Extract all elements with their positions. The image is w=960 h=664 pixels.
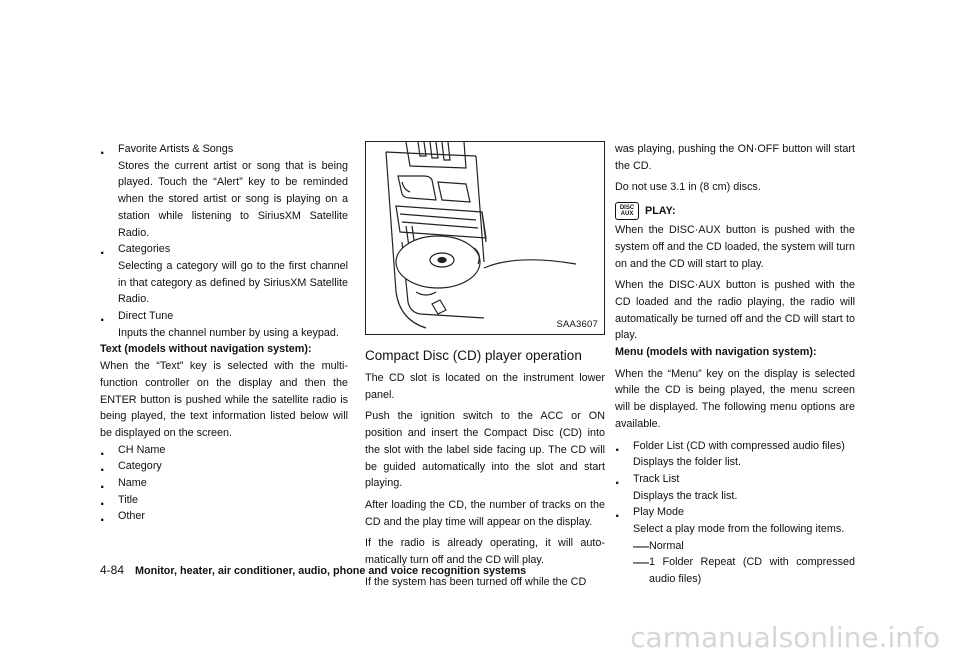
footer-title: Monitor, heater, air conditioner, audio, phone and voice recognition systems	[135, 565, 527, 577]
list-item-track-list	[615, 471, 855, 488]
bullet-icon: .	[100, 441, 105, 459]
section-title: Compact Disc (CD) player operation	[365, 348, 582, 363]
list-item-label: Folder List (CD with compressed audio files)	[633, 439, 845, 452]
list-item-desc: Displays the folder list.	[633, 456, 742, 469]
bullet-icon: .	[615, 470, 620, 488]
list-item-categories	[100, 241, 348, 258]
list-item-desc: Stores the current artist or song that is being played. Touch the “Alert” key to be reminded when the stored artist or song is playing on a station while listening to SiriusXM Satellite Radio.	[118, 159, 348, 239]
page-number: 4-84	[100, 563, 125, 577]
play-mode-label: 1 Folder Repeat (CD with compressed audio files)	[649, 556, 855, 586]
cd-slot-figure	[365, 141, 605, 335]
play-mode-list	[615, 538, 855, 588]
column-3	[615, 141, 855, 588]
paragraph: Push the ignition switch to the ACC or ON position and insert the Compact Disc (CD) into the slot with the label side facing up. The CD will be guided automatically into the slot and start playing.	[365, 410, 605, 490]
bullet-icon: .	[100, 241, 105, 259]
bullet-icon: .	[100, 141, 105, 158]
bullet-icon: .	[615, 504, 620, 522]
list-item-favorites	[100, 141, 348, 158]
paragraph: After loading the CD, the number of tracks on the CD and the play time will appear on the display.	[365, 498, 605, 528]
dash-icon: —	[633, 554, 649, 572]
list-item-label: Favorite Artists & Songs	[118, 143, 234, 155]
text-heading: Text (models without navigation system):	[100, 343, 312, 356]
list-item-desc: Selecting a category will go to the first channel in that category as defined by SiriusXM Satellite Radio.	[118, 259, 348, 306]
list-item-label: Title	[118, 493, 138, 506]
list-item	[100, 458, 348, 475]
column-1	[100, 141, 348, 525]
paragraph: Do not use 3.1 in (8 cm) discs.	[615, 181, 761, 194]
disc-icon-label-bottom: AUX	[620, 211, 634, 218]
list-item	[100, 492, 348, 509]
paragraph: The CD slot is located on the instrument lower panel.	[365, 372, 605, 401]
paragraph: When the DISC·AUX button is pushed with the system off and the CD loaded, the system will turn on and the CD will start to play.	[615, 224, 855, 270]
dash-icon: —	[633, 537, 649, 555]
bullet-icon: .	[100, 308, 105, 326]
page-footer	[100, 563, 526, 577]
menu-heading: Menu (models with navigation system):	[615, 346, 817, 359]
list-item-label: Direct Tune	[118, 310, 174, 323]
play-mode-item	[633, 538, 855, 555]
play-heading	[615, 202, 855, 220]
column-2	[365, 141, 605, 590]
bullet-icon: .	[100, 475, 105, 493]
list-item-label: Track List	[633, 472, 680, 485]
bullet-icon: .	[615, 437, 620, 455]
play-label: PLAY:	[645, 205, 676, 218]
list-item-play-mode	[615, 504, 855, 521]
watermark: carmanualsonline.info	[630, 621, 940, 654]
disc-aux-button-icon	[615, 202, 639, 220]
list-item	[100, 508, 348, 525]
list-item-label: Play Mode	[633, 506, 685, 519]
play-mode-item	[633, 554, 855, 587]
bullet-icon: .	[100, 491, 105, 509]
list-item-label: Other	[118, 510, 146, 523]
list-item-folder-list	[615, 438, 855, 455]
paragraph: When the “Menu” key on the display is selected while the CD is being played, the menu screen will be displayed. The following menu options are available.	[615, 367, 855, 430]
cd-slot-illustration	[366, 142, 604, 334]
bullet-icon: .	[100, 508, 105, 526]
list-item-label: Name	[118, 477, 147, 490]
paragraph: If the system has been turned off while the CD	[365, 575, 587, 588]
paragraph: If the radio is already operating, it will auto-matically turn off and the CD will play.	[365, 537, 605, 567]
paragraph: was playing, pushing the ON·OFF button will start the CD.	[615, 143, 855, 172]
bullet-icon: .	[100, 458, 105, 476]
list-item	[100, 442, 348, 459]
play-mode-label: Normal	[649, 539, 684, 552]
figure-code: SAA3607	[556, 319, 598, 330]
list-item-label: CH Name	[118, 443, 166, 456]
text-paragraph: When the “Text” key is selected with the multi-function controller on the display and then the ENTER button is pushed while the satellite radio is being played, the text information listed below will be displayed on the screen.	[100, 360, 348, 439]
list-item-label: Categories	[118, 243, 171, 256]
list-item-direct-tune	[100, 308, 348, 325]
list-item-desc: Inputs the channel number by using a keypad.	[118, 326, 339, 339]
list-item-label: Category	[118, 460, 162, 473]
list-item-desc: Select a play mode from the following items.	[633, 523, 845, 536]
paragraph: When the DISC·AUX button is pushed with the CD loaded and the radio playing, the radio will automatically be turned off and the CD will start to play.	[615, 279, 855, 342]
list-item	[100, 475, 348, 492]
disc-icon-label-top: DISC	[619, 204, 635, 211]
list-item-desc: Displays the track list.	[633, 489, 738, 502]
